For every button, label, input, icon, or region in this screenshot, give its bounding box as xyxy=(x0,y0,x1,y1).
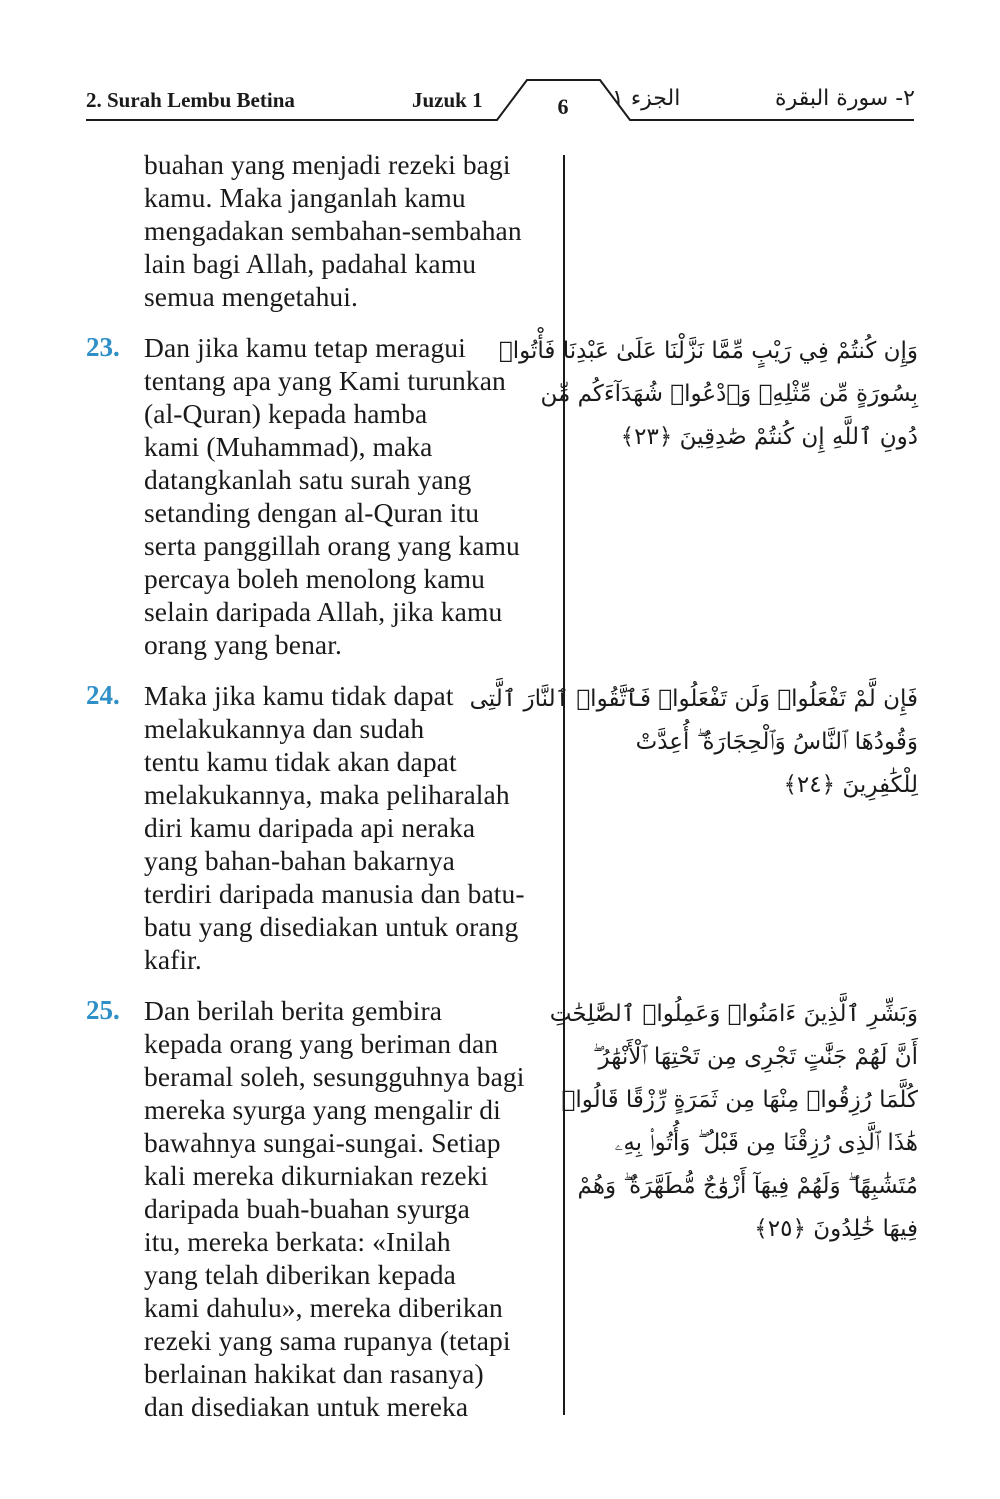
surah-title: 2. Surah Lembu Betina xyxy=(86,88,295,112)
verse-24 xyxy=(86,679,558,976)
arabic-verse-24: فَإِن لَّمْ تَفْعَلُوا۟ وَلَن تَفْعَلُوا۟ فَٱتَّقُوا۟ ٱلنَّارَ ٱلَّتِى وَقُودُهَا ٱلنَّاسُ وَٱلْحِجَارَةُ ۖ أُعِدَّتْ لِلْكَٰفِرِينَ ﴿٢٤﴾ xyxy=(469,686,918,798)
arabic-surah-title: ٢- سورة البقرة xyxy=(775,86,915,111)
verse-number: 25. xyxy=(86,995,120,1025)
translation-column xyxy=(86,148,558,1423)
verse-25 xyxy=(86,994,558,1423)
verse-number: 24. xyxy=(86,680,120,710)
verse-translation: Dan berilah berita gembira kepada orang yang beriman dan beramal soleh, sesungguhnya bagi mereka syurga yang mengalir di bawahnya sungai-sungai. Setiap kali mereka dikurniakan rezeki daripada buah-buahan syurga itu, mereka berkata: «Inilah yang telah diberikan kepada kami dahulu», mereka diberikan rezeki yang sama rupanya (tetapi berlainan hakikat dan rasanya) dan disediakan untuk mereka xyxy=(144,995,525,1422)
page-number: 6 xyxy=(557,94,569,119)
verse-number: 23. xyxy=(86,332,120,362)
verse-translation: Dan jika kamu tetap meragui tentang apa yang Kami turunkan (al-Quran) kepada hamba kami (Muhammad), maka datangkanlah satu surah yang setanding dengan al-Quran itu serta panggillah orang yang kamu percaya boleh menolong kamu selain daripada Allah, jika kamu orang yang benar. xyxy=(144,332,520,660)
arabic-verse-25: وَبَشِّرِ ٱلَّذِينَ ءَامَنُوا۟ وَعَمِلُوا۟ ٱلصَّٰلِحَٰتِ أَنَّ لَهُمْ جَنَّٰتٍ تَجْرِى مِن تَحْتِهَا ٱلْأَنْهَٰرُ ۖ كُلَّمَا رُزِقُوا۟ مِنْهَا مِن ثَمَرَةٍ رِّزْقًا قَالُوا۟ هَٰذَا ٱلَّذِى رُزِقْنَا مِن قَبْلُ ۖ وَأُتُوا۟ بِهِۦ مُتَشَٰبِهًا ۖ وَلَهُمْ فِيهَآ أَزْوَٰجٌ مُّطَهَّرَةٌ ۖ وَهُمْ فِيهَا خَٰلِدُونَ ﴿٢٥﴾ xyxy=(549,1001,918,1242)
arabic-verse-23: وَإِن كُنتُمْ فِي رَيْبٍ مِّمَّا نَزَّلْنَا عَلَىٰ عَبْدِنَا فَأْتُوا۟ بِسُورَةٍ مِّن مِّثْلِهِۦ وَٱدْعُوا۟ شُهَدَآءَكُم مِّن دُونِ ٱللَّهِ إِن كُنتُمْ صَٰدِقِينَ ﴿٢٣﴾ xyxy=(498,338,918,450)
verse-23 xyxy=(86,331,558,661)
continuation-text xyxy=(86,148,558,313)
arabic-juz-label: الجزء ١ xyxy=(612,86,681,111)
verse-translation: Maka jika kamu tidak dapat melakukannya dan sudah tentu kamu tidak akan dapat melakukannya, maka peliharalah diri kamu daripada api neraka yang bahan-bahan bakarnya terdiri daripada manusia dan batu- batu yang disediakan untuk orang kafir. xyxy=(144,680,525,975)
page-header xyxy=(0,0,1000,130)
juzuk-label: Juzuk 1 xyxy=(412,88,483,112)
continuation-paragraph: buahan yang menjadi rezeki bagi kamu. Maka janganlah kamu mengadakan sembahan-sembahan lain bagi Allah, padahal kamu semua mengetahui. xyxy=(144,149,522,312)
